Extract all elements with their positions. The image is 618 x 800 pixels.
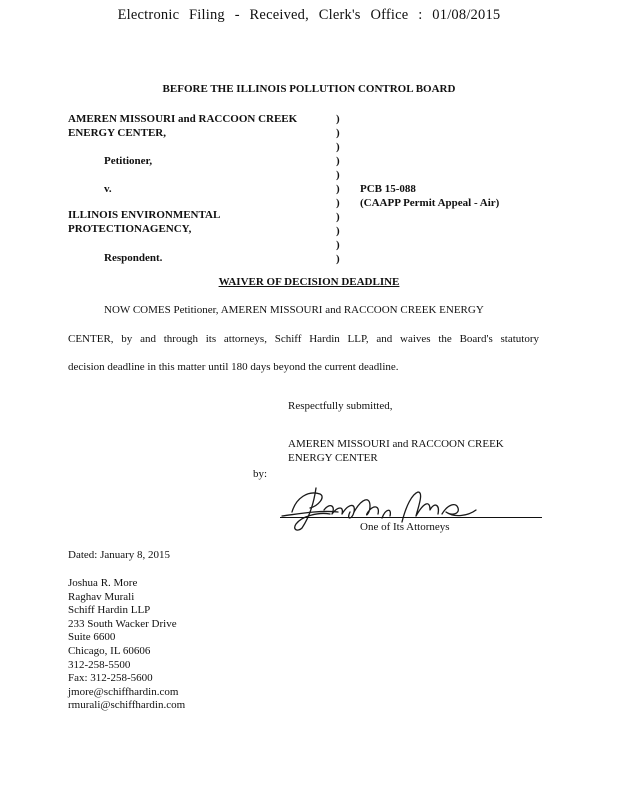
petitioner-label: Petitioner, (104, 155, 153, 167)
caption-paren: ) (336, 155, 340, 167)
body-line-3: decision deadline in this matter until 180 days beyond the current deadline. (68, 361, 399, 373)
signing-party-line-2: ENERGY CENTER (288, 452, 378, 464)
signature-line (280, 517, 542, 518)
counsel-line: Joshua R. More (68, 577, 138, 589)
caption-paren: ) (336, 183, 340, 195)
dated-line: Dated: January 8, 2015 (68, 549, 171, 561)
body-line-2: CENTER, by and through its attorneys, Schiff Hardin LLP, and waives the Board's statutory (68, 333, 539, 345)
counsel-email: rmurali@schiffhardin.com (68, 699, 186, 712)
caption-paren: ) (336, 211, 340, 223)
versus-label: v. (104, 183, 112, 195)
counsel-line: Schiff Hardin LLP (68, 604, 151, 617)
counsel-line: Chicago, IL 60606 (68, 644, 151, 657)
counsel-line: Raghav Murali (68, 590, 135, 603)
caption-parentheses (336, 112, 340, 266)
signature-caption: One of Its Attorneys (360, 521, 450, 533)
petitioner-name-line-2: ENERGY CENTER, (68, 127, 166, 139)
caption-paren: ) (336, 239, 340, 251)
case-type: (CAAPP Permit Appeal - Air) (360, 197, 500, 209)
counsel-block (68, 577, 185, 713)
respondent-name-line-2: PROTECTIONAGENCY, (68, 223, 192, 235)
board-heading: BEFORE THE ILLINOIS POLLUTION CONTROL BOARD (162, 83, 456, 95)
signing-party-line-1: AMEREN MISSOURI and RACCOON CREEK (288, 438, 504, 450)
caption-paren: ) (336, 225, 340, 237)
caption-paren: ) (336, 113, 340, 125)
counsel-line: 312-258-5500 (68, 658, 131, 671)
counsel-line: Suite 6600 (68, 631, 116, 644)
case-number: PCB 15-088 (360, 183, 416, 195)
petitioner-name-line-1: AMEREN MISSOURI and RACCOON CREEK (68, 113, 298, 125)
body-line-1: NOW COMES Petitioner, AMEREN MISSOURI and RACCOON CREEK ENERGY (104, 304, 484, 316)
counsel-line: 233 South Wacker Drive (68, 617, 177, 630)
filing-stamp-header: Electronic Filing - Received, Clerk's Office : 01/08/2015 (117, 7, 501, 23)
caption-paren: ) (336, 141, 340, 153)
by-label: by: (253, 468, 268, 480)
counsel-line: Fax: 312-258-5600 (68, 672, 153, 685)
document-title: WAIVER OF DECISION DEADLINE (218, 276, 400, 288)
caption-paren: ) (336, 127, 340, 139)
respectfully-submitted: Respectfully submitted, (288, 400, 393, 412)
caption-paren: ) (336, 197, 340, 209)
caption-paren: ) (336, 253, 340, 265)
counsel-email: jmore@schiffhardin.com (68, 685, 179, 698)
caption-paren: ) (336, 169, 340, 181)
respondent-name-line-1: ILLINOIS ENVIRONMENTAL (68, 209, 221, 221)
respondent-label: Respondent. (104, 252, 163, 264)
